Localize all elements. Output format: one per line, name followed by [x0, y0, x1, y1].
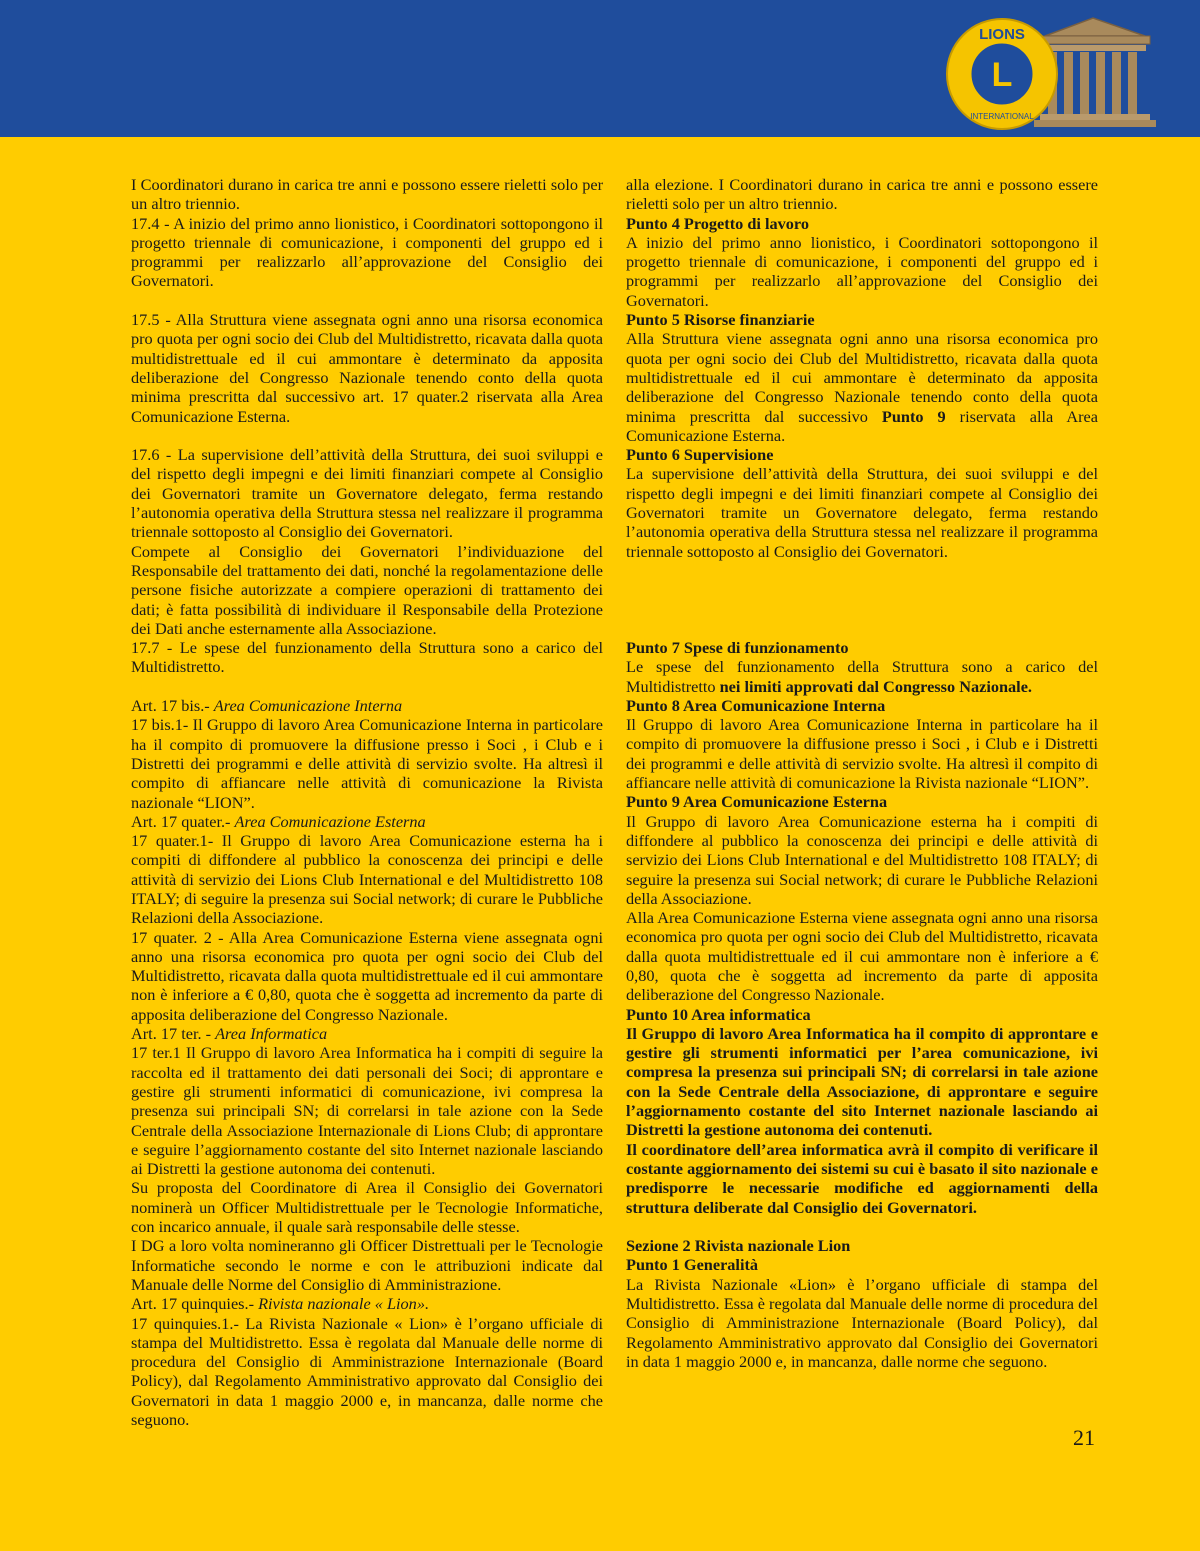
paragraph: Il Gruppo di lavoro Area Comunicazione esterna ha i compiti di diffondere al pubblico la conoscenza dei principi e delle attività di servizio dei Lions Club International e del Multidistretto 108 ITALY; di seguire la presenza sui Social network; di curare le Pubbliche Relazioni della Associazione. [626, 811, 1098, 908]
article-heading: Art. 17 bis.- Area Comunicazione Interna [131, 696, 403, 716]
svg-text:L: L [991, 56, 1013, 94]
header-band [0, 0, 1200, 137]
left-column [131, 175, 603, 1429]
paragraph: 17 ter.1 Il Gruppo di lavoro Area Informatica ha i compiti di seguire la raccolta ed il trattamento dei dati personali dei Soci; di approntare e gestire gli strumenti informatici di comunicazione, ivi compresa la presenza sui principali SN; di correlarsi in tale azione con la Sede Centrale della Associazione Internazionale di Lions Club; di approntare e seguire l’aggiornamento costante del sito Internet nazionale lasciando ai Distretti la gestione autonoma dei contenuti. [131, 1043, 603, 1179]
paragraph: I Coordinatori durano in carica tre anni e possono essere rieletti solo per un altro triennio. [131, 175, 603, 214]
section-heading: Punto 10 Area informatica [626, 1004, 811, 1024]
paragraph-bold: Il coordinatore dell’area informatica avrà il compito di verificare il costante aggiornamento dei sistemi su cui è basato il sito nazionale e predisporre le necessarie modifiche ed aggiornamenti della struttura deliberate dal Consiglio dei Governatori. [626, 1139, 1098, 1217]
paragraph: alla elezione. I Coordinatori durano in carica tre anni e possono essere rieletti solo per un altro triennio. [626, 175, 1098, 214]
section-heading: Punto 5 Risorse finanziarie [626, 310, 815, 330]
paragraph: Compete al Consiglio dei Governatori l’individuazione del Responsabile del trattamento dei dati, nonché la regolamentazione delle persone fisiche autorizzate a compiere operazioni di trattamento dei dati; è fatta possibilità di individuare il Responsabile della Protezione dei Dati anche esternamente alla Associazione. [131, 541, 603, 638]
page-number: 21 [1073, 1425, 1095, 1450]
paragraph: La Rivista Nazionale «Lion» è l’organo ufficiale di stampa del Multidistretto. Essa è regolata dal Manuale delle norme di procedura del Consiglio di Amministrazione Internazionale (Board Policy), dal Regolamento Amministrativo approvato dal Consiglio dei Governatori in data 1 maggio 2000 e, in mancanza, dalle norme che seguono. [626, 1274, 1098, 1371]
paragraph: 17 bis.1- Il Gruppo di lavoro Area Comunicazione Interna in particolare ha il compito di promuovere la diffusione presso i Soci , i Club e i Distretti dei programmi e delle attività di servizio svolte. Ha altresì il compito di affiancare nelle attività di comunicazione la Rivista nazionale “LION”. [131, 715, 603, 812]
paragraph: 17.6 - La supervisione dell’attività della Struttura, dei suoi sviluppi e del rispetto degli impegni e dei limiti finanziari compete al Consiglio dei Governatori tramite un Governatore delegato, ferma restando l’autonomia operativa della Struttura stessa nel realizzare il programma triennale sottoposto al Consiglio dei Governatori. [131, 445, 603, 542]
paragraph: Su proposta del Coordinatore di Area il Consiglio dei Governatori nominerà un Officer Multidistrettuale per le Tecnologie Informatiche, con incarico annuale, il quale sarà responsabile delle stesse. [131, 1178, 603, 1237]
section-heading: Punto 1 Generalità [626, 1255, 759, 1275]
paragraph: 17.7 - Le spese del funzionamento della Struttura sono a carico del Multidistretto. [131, 638, 603, 677]
paragraph: 17.5 - Alla Struttura viene assegnata ogni anno una risorsa economica pro quota per ogni socio dei Club del Multidistretto, ricavata dalla quota multidistrettuale ed il cui ammontare è determinato da apposita deliberazione del Congresso Nazionale tenendo conto della quota minima prescritta dal successivo art. 17 quater.2 riservata alla Area Comunicazione Esterna. [131, 310, 603, 426]
paragraph: I DG a loro volta nomineranno gli Officer Distrettuali per le Tecnologie Informatiche secondo le norme e con le attribuzioni indicate dal Manuale delle Norme del Consiglio di Amministrazione. [131, 1236, 603, 1294]
paragraph: Alla Area Comunicazione Esterna viene assegnata ogni anno una risorsa economica pro quota per ogni socio dei Club del Multidistretto, ricavata dalla quota multidistrettuale ed il cui ammontare non è inferiore a € 0,80, quota che è soggetta ad incremento da parte di apposita deliberazione del Congresso Nazionale. [626, 908, 1098, 1005]
paragraph: 17 quinquies.1.- La Rivista Nazionale « Lion» è l’organo ufficiale di stampa del Multidistretto. Essa è regolata dal Manuale delle norme di procedura del Consiglio di Amministrazione Internazionale (Board Policy), dal Regolamento Amministrativo approvato dal Consiglio dei Governatori in data 1 maggio 2000 e, in mancanza, dalle norme che seguono. [131, 1313, 603, 1429]
section-heading: Punto 7 Spese di funzionamento [626, 637, 849, 657]
paragraph: La supervisione dell’attività della Struttura, dei suoi sviluppi e del rispetto degli impegni e dei limiti finanziari compete al Consiglio dei Governatori tramite un Governatore delegato, ferma restando l’autonomia operativa della Struttura stessa nel realizzare il programma triennale sottoposto al Consiglio dei Governatori. [626, 464, 1098, 561]
svg-text:INTERNATIONAL: INTERNATIONAL [970, 112, 1034, 121]
right-column [626, 175, 1098, 1371]
paragraph-bold: Il Gruppo di lavoro Area Informatica ha il compito di approntare e gestire gli strumenti informatici per l’area comunicazione, ivi compresa la presenza sui principali SN; di correlarsi in tale azione con la Sede Centrale della Associazione, di approntare e seguire l’aggiornamento costante del sito Internet nazionale lasciando ai Distretti la gestione autonoma dei contenuti. [626, 1023, 1098, 1140]
svg-text:LIONS: LIONS [979, 26, 1025, 43]
paragraph: Le spese del funzionamento della Struttura sono a carico del Multidistretto nei limiti approvati dal Congresso Nazionale. [626, 657, 1098, 696]
article-heading: Art. 17 quinquies.- Rivista nazionale « Lion». [131, 1294, 430, 1314]
article-heading: Art. 17 ter. - Area Informatica [131, 1024, 328, 1044]
paragraph: Il Gruppo di lavoro Area Comunicazione Interna in particolare ha il compito di promuovere la diffusione presso i Soci , i Club e i Distretti dei programmi e delle attività di servizio svolte. Ha altresì il compito di affiancare nelle attività di comunicazione la Rivista nazionale “LION”. [626, 715, 1098, 793]
section-heading: Sezione 2 Rivista nazionale Lion [626, 1236, 851, 1256]
section-heading: Punto 4 Progetto di lavoro [626, 213, 810, 233]
lions-logo-icon [940, 14, 1160, 132]
section-heading: Punto 8 Area Comunicazione Interna [626, 695, 886, 715]
section-heading: Punto 9 Area Comunicazione Esterna [626, 792, 888, 812]
paragraph: Alla Struttura viene assegnata ogni anno una risorsa economica pro quota per ogni socio dei Club del Multidistretto, ricavata dalla quota multidistrettuale ed il cui ammontare è determinato da apposita deliberazione del Congresso Nazionale tenendo conto della quota minima prescritta dal successivo Punto 9 riservata alla Area Comunicazione Esterna. [626, 329, 1098, 445]
paragraph: A inizio del primo anno lionistico, i Coordinatori sottopongono il progetto triennale di comunicazione, i componenti del gruppo ed i programmi per realizzarlo all’approvazione del Consiglio dei Governatori. [626, 232, 1098, 310]
article-heading: Art. 17 quater.- Area Comunicazione Esterna [131, 811, 426, 831]
paragraph: 17.4 - A inizio del primo anno lionistico, i Coordinatori sottopongono il progetto triennale di comunicazione, i componenti del gruppo ed i programmi per realizzarlo all’approvazione del Consiglio dei Governatori. [131, 213, 603, 291]
section-heading: Punto 6 Supervisione [626, 445, 774, 465]
paragraph: 17 quater. 2 - Alla Area Comunicazione Esterna viene assegnata ogni anno una risorsa economica pro quota per ogni socio dei Club del Multidistretto, ricavata dalla quota multidistrettuale ed il cui ammontare non è inferiore a € 0,80, quota che è soggetta ad incremento da parte di apposita deliberazione del Congresso Nazionale. [131, 927, 603, 1024]
paragraph: 17 quater.1- Il Gruppo di lavoro Area Comunicazione esterna ha i compiti di diffondere al pubblico la conoscenza dei principi e delle attività di servizio dei Lions Club International e del Multidistretto 108 ITALY; di seguire la presenza sui Social network; di curare le Pubbliche Relazioni della Associazione. [131, 831, 603, 928]
